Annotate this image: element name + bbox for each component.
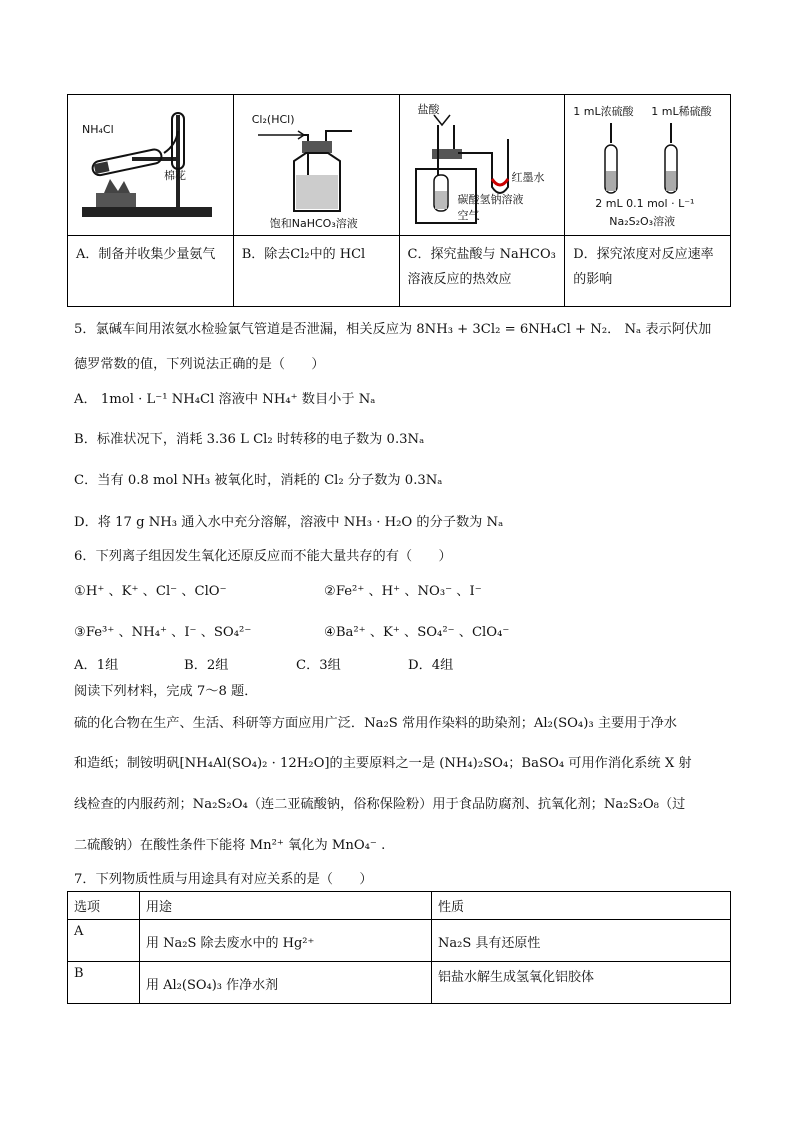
- material-line-3: 线检查的内服药剂；Na₂S₂O₄（连二亚硫酸钠，俗称保险粉）用于食品防腐剂、抗氧化剂；Na₂S₂O₈（过: [74, 797, 686, 812]
- q5-option-c: C．当有 0.8 mol NH₃ 被氧化时，消耗的 Cl₂ 分子数为 0.3Nₐ: [74, 473, 443, 488]
- table-row: [68, 920, 731, 962]
- q5-stem-line2: 德罗常数的值，下列说法正确的是（ ）: [74, 357, 325, 372]
- q5-option-b: B．标准状况下，消耗 3.36 L Cl₂ 时转移的电子数为 0.3Nₐ: [74, 432, 425, 447]
- q6-group-4: ④Ba²⁺ 、K⁺ 、SO₄²⁻ 、ClO₄⁻: [324, 625, 510, 640]
- table-row: [68, 962, 731, 1004]
- caption-b: B．除去Cl₂中的 HCl: [233, 236, 399, 307]
- bicarbonate-label: 碳酸氢钠溶液: [457, 193, 524, 206]
- cotton-label: 棉花: [164, 169, 186, 182]
- caption-d: D．探究浓度对反应速率的影响: [565, 236, 731, 307]
- material-line-2: 和造纸；制铵明矾[NH₄Al(SO₄)₂ · 12H₂O]的主要原料之一是 (NH₄)₂SO₄；BaSO₄ 可用作消化系统 X 射: [74, 756, 692, 771]
- conc-acid-label: 1 mL浓硫酸: [573, 105, 634, 118]
- apparatus-cell-c: [399, 95, 565, 236]
- air-label: 空气: [457, 209, 480, 222]
- row-b-property: 铝盐水解生成氢氧化铝胶体: [432, 962, 731, 1004]
- gas-label: Cl₂(HCl): [251, 113, 295, 126]
- experiment-table: [67, 94, 731, 307]
- q7-table: [67, 891, 731, 1004]
- material-intro: 阅读下列材料，完成 7～8 题．: [74, 684, 258, 699]
- q6-choice-d: D．4组: [408, 658, 454, 673]
- row-a-usage: 用 Na₂S 除去废水中的 Hg²⁺: [140, 920, 432, 962]
- dilute-acid-label: 1 mL稀硫酸: [651, 105, 712, 118]
- q6-group-3: ③Fe³⁺ 、NH₄⁺ 、I⁻ 、SO₄²⁻: [74, 625, 252, 640]
- material-line-1: 硫的化合物在生产、生活、科研等方面应用广泛．Na₂S 常用作染料的助染剂；Al₂(SO₄)₃ 主要用于净水: [74, 716, 677, 731]
- apparatus-cell-a: [68, 95, 234, 236]
- caption-a: A．制备并收集少量氨气: [68, 236, 234, 307]
- ammonia-apparatus-figure: [68, 95, 228, 235]
- q7-stem: 7．下列物质性质与用途具有对应关系的是（ ）: [74, 872, 373, 887]
- solution-label: 饱和NaHCO₃溶液: [269, 217, 358, 230]
- q7-header-row: [68, 892, 731, 920]
- ink-label: 红墨水: [511, 171, 545, 184]
- solution-line2-label: Na₂S₂O₃溶液: [609, 215, 676, 228]
- q6-stem: 6．下列离子组因发生氧化还原反应而不能大量共存的有（ ）: [74, 549, 452, 564]
- caption-c: C．探究盐酸与 NaHCO₃ 溶液反应的热效应: [399, 236, 565, 307]
- q6-choice-a: A．1组: [74, 658, 119, 673]
- apparatus-cell-d: [565, 95, 731, 236]
- row-a-option: A: [68, 920, 140, 962]
- q6-choice-b: B．2组: [184, 658, 229, 673]
- acid-label: 盐酸: [417, 103, 440, 116]
- header-usage: 用途: [140, 892, 432, 920]
- row-b-usage: 用 Al₂(SO₄)₃ 作净水剂: [140, 962, 432, 1004]
- apparatus-cell-b: [233, 95, 399, 236]
- q5-stem-line1: 5．氯碱车间用浓氨水检验氯气管道是否泄漏，相关反应为 8NH₃ + 3Cl₂ = 6NH₄Cl + N₂． Nₐ 表示阿伏加: [74, 322, 712, 337]
- row-a-property: Na₂S 具有还原性: [432, 920, 731, 962]
- q6-group-2: ②Fe²⁺ 、H⁺ 、NO₃⁻ 、I⁻: [324, 584, 482, 599]
- row-b-option: B: [68, 962, 140, 1004]
- q6-group-1: ①H⁺ 、K⁺ 、Cl⁻ 、ClO⁻: [74, 584, 227, 599]
- header-option: 选项: [68, 892, 140, 920]
- header-property: 性质: [432, 892, 731, 920]
- q5-option-d: D．将 17 g NH₃ 通入水中充分溶解，溶液中 NH₃ · H₂O 的分子数为 Nₐ: [74, 515, 504, 530]
- q6-choice-c: C．3组: [296, 658, 341, 673]
- reagent-label: NH₄Cl: [82, 123, 114, 136]
- material-line-4: 二硫酸钠）在酸性条件下能将 Mn²⁺ 氧化为 MnO₄⁻ .: [74, 838, 386, 853]
- solution-line1-label: 2 mL 0.1 mol · L⁻¹: [595, 197, 695, 210]
- q5-option-a: A． 1mol · L⁻¹ NH₄Cl 溶液中 NH₄⁺ 数目小于 Nₐ: [74, 392, 376, 407]
